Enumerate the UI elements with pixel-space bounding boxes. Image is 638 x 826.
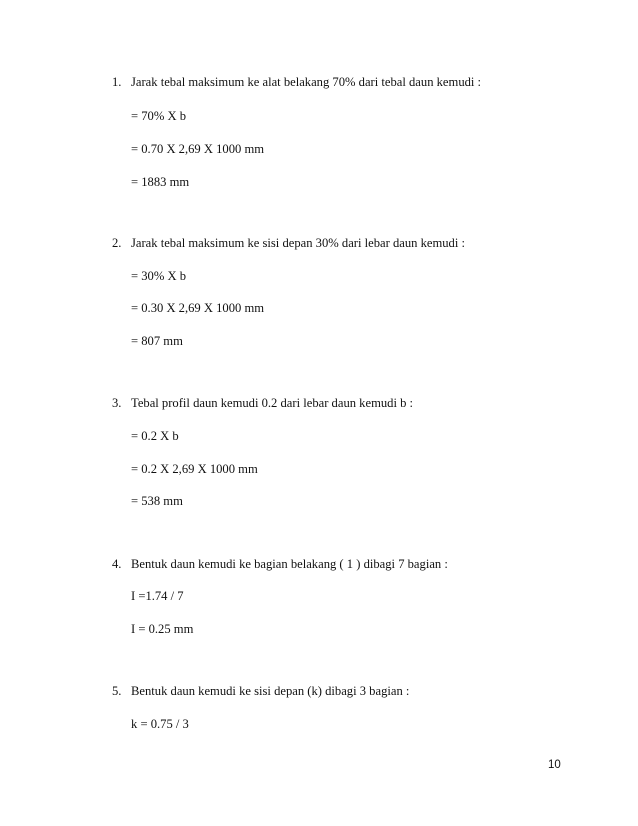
page-number: 10 [548, 759, 561, 771]
item-heading: Jarak tebal maksimum ke alat belakang 70% dari tebal daun kemudi : [131, 75, 482, 89]
item-number: 2. [112, 236, 122, 250]
calc-line: = 30% X b [131, 269, 187, 283]
calc-line: I = 0.25 mm [131, 622, 194, 636]
calc-line: k = 0.75 / 3 [131, 717, 189, 731]
item-heading: Tebal profil daun kemudi 0.2 dari lebar daun kemudi b : [131, 396, 414, 410]
calc-line: = 1883 mm [131, 175, 190, 189]
item-number: 3. [112, 396, 122, 410]
item-number: 5. [112, 684, 122, 698]
calc-line: I =1.74 / 7 [131, 589, 184, 603]
calc-line: = 0.2 X 2,69 X 1000 mm [131, 462, 258, 476]
item-heading: Bentuk daun kemudi ke bagian belakang ( 1 ) dibagi 7 bagian : [131, 557, 448, 571]
calc-line: = 70% X b [131, 109, 187, 123]
item-heading: Bentuk daun kemudi ke sisi depan (k) dibagi 3 bagian : [131, 684, 410, 698]
item-number: 4. [112, 557, 122, 571]
item-number: 1. [112, 75, 122, 89]
calc-line: = 538 mm [131, 494, 183, 508]
item-heading: Jarak tebal maksimum ke sisi depan 30% dari lebar daun kemudi : [131, 236, 465, 250]
calc-line: = 0.70 X 2,69 X 1000 mm [131, 142, 265, 156]
calc-line: = 0.2 X b [131, 429, 179, 443]
calc-line: = 0.30 X 2,69 X 1000 mm [131, 301, 265, 315]
calc-line: = 807 mm [131, 334, 183, 348]
